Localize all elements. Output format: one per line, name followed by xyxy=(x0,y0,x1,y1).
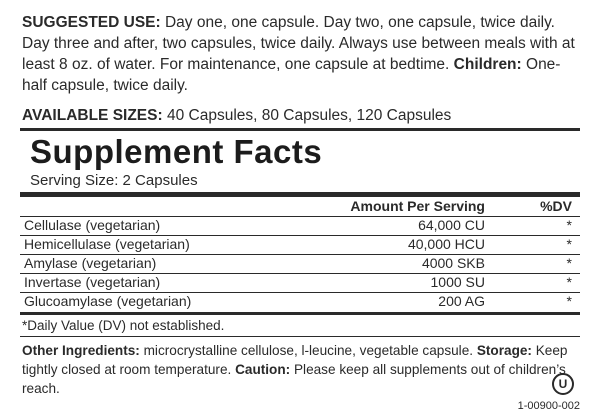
ingredient-dv: * xyxy=(566,274,572,290)
table-row xyxy=(20,216,580,236)
ingredient-dv: * xyxy=(566,236,572,252)
ingredient-dv: * xyxy=(566,293,572,309)
available-sizes-label: AVAILABLE SIZES: xyxy=(22,107,163,124)
footnote-rule xyxy=(20,336,580,337)
ingredient-name: Hemicellulase (vegetarian) xyxy=(24,236,190,252)
facts-top-rule xyxy=(20,128,580,131)
supplement-facts-title: Supplement Facts xyxy=(30,133,323,170)
ingredient-dv: * xyxy=(566,217,572,233)
ingredient-amount: 4000 SKB xyxy=(421,255,485,271)
daily-value-footnote: *Daily Value (DV) not established. xyxy=(22,318,225,333)
kosher-u-symbol: U xyxy=(552,373,574,395)
ingredient-name: Amylase (vegetarian) xyxy=(24,255,157,271)
ingredient-amount: 40,000 HCU xyxy=(407,236,485,252)
storage-label: Storage: xyxy=(473,343,532,358)
table-row xyxy=(20,292,580,311)
ingredient-name: Invertase (vegetarian) xyxy=(24,274,161,290)
ingredient-name: Cellulase (vegetarian) xyxy=(24,217,161,233)
table-row xyxy=(20,235,580,255)
ingredient-amount: 200 AG xyxy=(438,293,485,309)
product-code: 1-00900-002 xyxy=(517,400,580,412)
ingredient-amount: 64,000 CU xyxy=(418,217,485,233)
ingredient-dv: * xyxy=(566,255,572,271)
suggested-use-text: Day one, one capsule. Day two, one capsule, twice daily. Day three and after, two capsules, twice daily. Always use between meals with at least 8 oz. of water. For maintenance, one capsule at bedtime. xyxy=(22,14,575,73)
caution-text: Please keep all supplements out of children’s reach. xyxy=(22,362,566,396)
other-ingredients-paragraph xyxy=(22,341,582,398)
other-ingredients-text: microcrystalline cellulose, l-leucine, vegetable capsule. xyxy=(139,343,474,358)
facts-header-row xyxy=(20,197,580,217)
dv-header: %DV xyxy=(540,198,572,214)
other-ingredients-label: Other Ingredients: xyxy=(22,343,140,358)
ingredient-amount: 1000 SU xyxy=(430,274,485,290)
table-row xyxy=(20,273,580,293)
available-sizes-line xyxy=(22,105,582,126)
facts-bottom-rule xyxy=(20,312,580,315)
suggested-use-label: SUGGESTED USE: xyxy=(22,14,161,31)
table-row xyxy=(20,254,580,274)
caution-label: Caution: xyxy=(231,362,291,377)
serving-size: Serving Size: 2 Capsules xyxy=(30,172,198,189)
children-label: Children: xyxy=(449,56,522,73)
available-sizes-text: 40 Capsules, 80 Capsules, 120 Capsules xyxy=(162,107,452,124)
amount-per-serving-header: Amount Per Serving xyxy=(350,198,485,214)
storage-text: Keep tightly closed at room temperature. xyxy=(22,343,568,377)
ingredient-name: Glucoamylase (vegetarian) xyxy=(24,293,192,309)
children-text: One-half capsule, twice daily. xyxy=(22,56,561,94)
suggested-use-paragraph xyxy=(22,12,582,96)
